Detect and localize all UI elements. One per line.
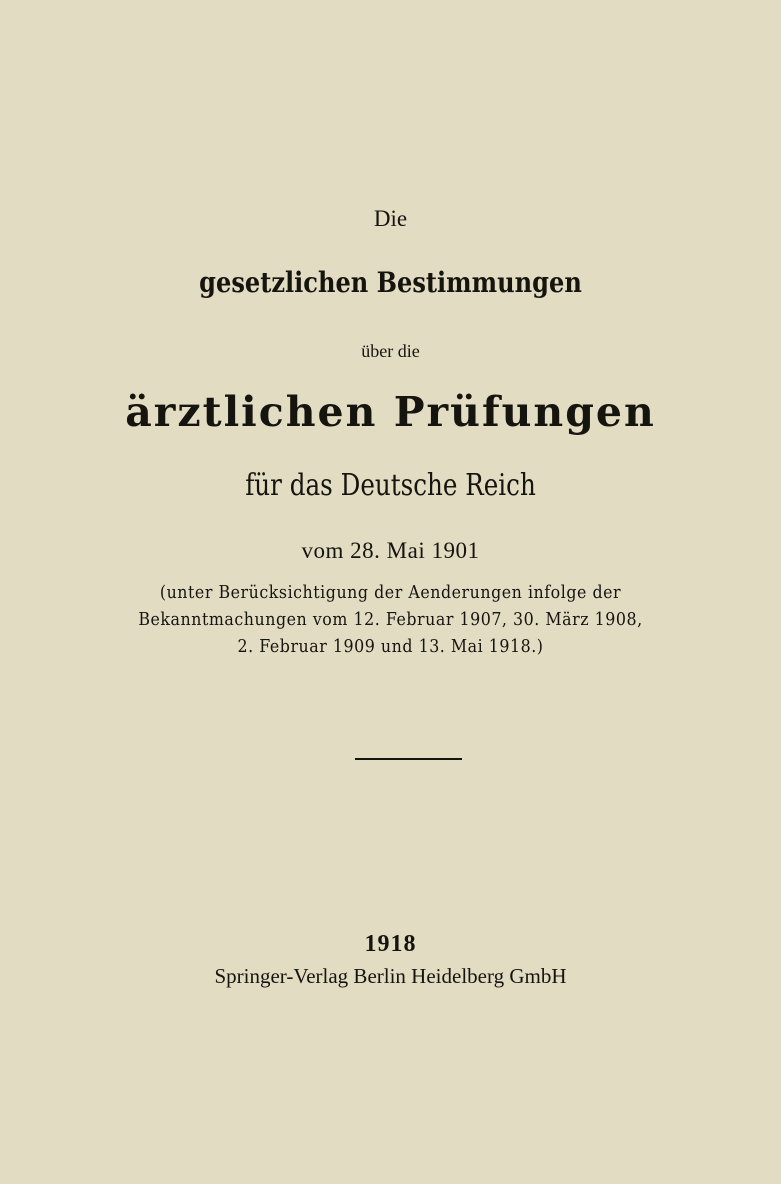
publisher: Springer-Verlag Berlin Heidelberg GmbH — [214, 964, 567, 988]
publication-year: 1918 — [364, 931, 417, 957]
main-title: ärztlichen Prüfungen — [125, 388, 656, 436]
note-line-1: (unter Berücksichtigung der Aenderungen infolge der — [159, 582, 622, 603]
title-line-ueber-die: über die — [361, 341, 420, 361]
title-line-die: Die — [373, 206, 408, 231]
title-line-gesetzlichen-bestimmungen: gesetzlichen Bestimmungen — [199, 266, 582, 299]
date-line: vom 28. Mai 1901 — [301, 538, 480, 563]
note-line-2: Bekanntmachungen vom 12. Februar 1907, 30. März 1908, — [138, 609, 643, 630]
divider-rule — [355, 758, 462, 760]
note-line-3: 2. Februar 1909 und 13. Mai 1918.) — [237, 636, 544, 657]
subtitle-deutsche-reich: für das Deutsche Reich — [245, 468, 536, 503]
